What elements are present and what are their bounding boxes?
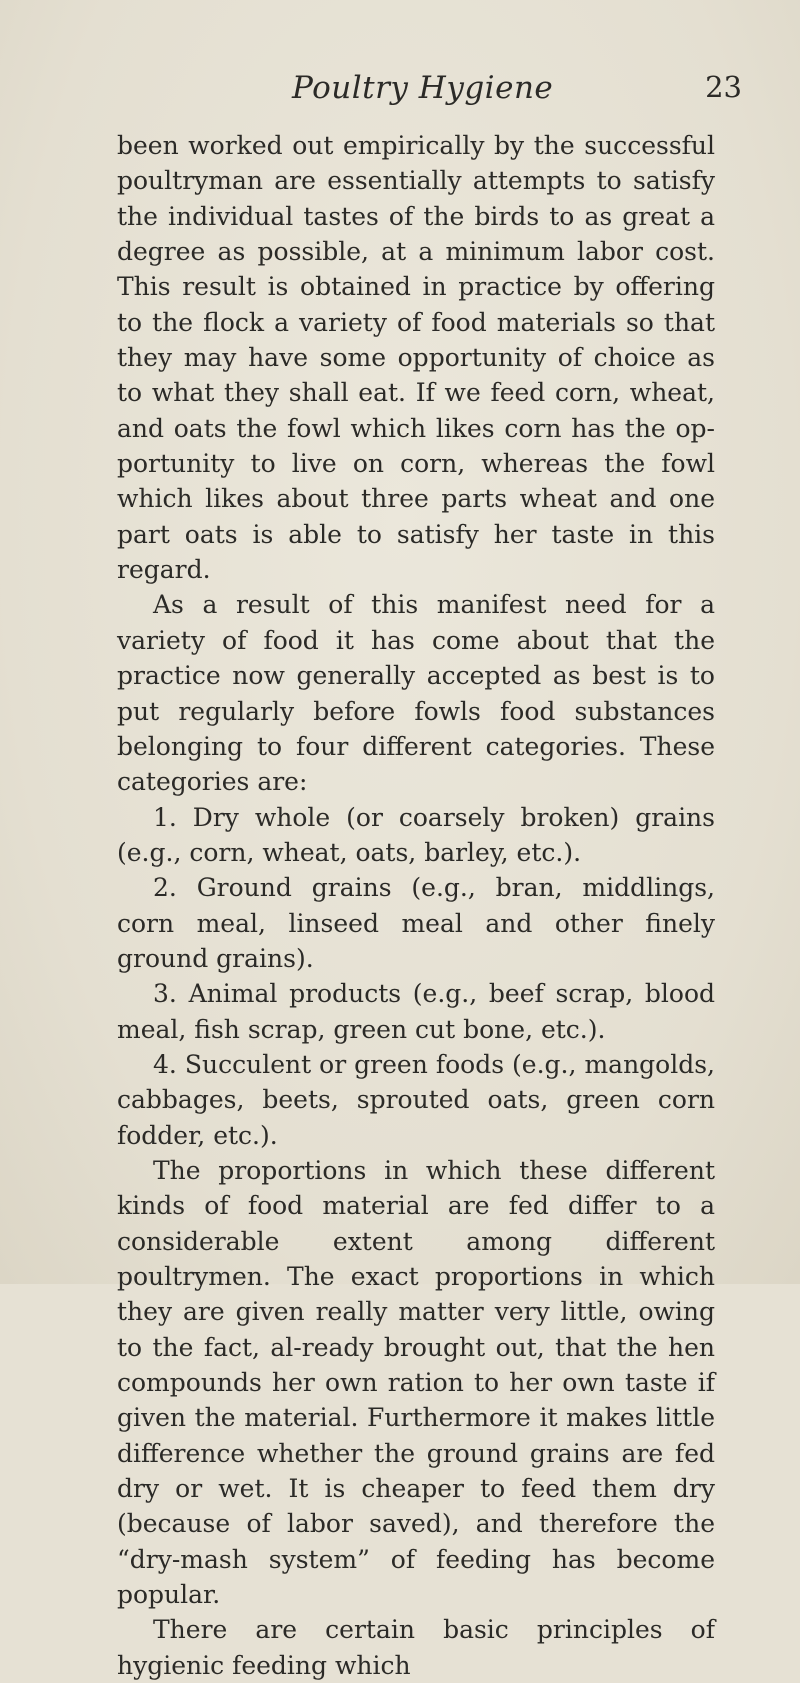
list-item-dry-grains: 1. Dry whole (or coarsely broken) grains (e.g., corn, wheat, oats, barley, etc.). [117, 802, 715, 867]
paragraph-variety: As a result of this manifest need for a variety of food it has come about that the practice now generally accepted as best is to put regularly before fowls food substances belonging to four different categories. These categories are: [117, 590, 715, 797]
list-item-succulent-foods: 4. Succulent or green foods (e.g., mangolds, cabbages, beets, sprouted oats, green corn fodder, etc.). [117, 1049, 715, 1150]
running-title: Poultry Hygiene [292, 70, 554, 106]
paragraph-continuation: been worked out empirically by the successful poultryman are essentially attempts to satisfy the individual tastes of the birds to as great a degree as possible, at a minimum labor cost. This result is obtained in practice by offering to the flock a variety of food materials so that they may have some opportunity of choice as to what they shall eat. If we feed corn, wheat, and oats the fowl which likes corn has the op-portunity to live on corn, whereas the fowl which likes about three parts wheat and one part oats is able to satisfy her taste in this regard. [117, 131, 715, 585]
list-item-animal-products: 3. Animal products (e.g., beef scrap, blood meal, fish scrap, green cut bone, etc.). [117, 979, 715, 1044]
paragraph-proportions: The proportions in which these different kinds of food material are fed differ to a considerable extent among different poultrymen. The exact proportions in which they are given really matter very little, owing to the fact, al-ready brought out, that the hen compounds her own ration to her own taste if given the material. Furthermore it makes little difference whether the ground grains are fed dry or wet. It is cheaper to feed them dry (because of labor saved), and therefore the “dry-mash system” of feeding has become popular. [117, 1155, 715, 1610]
page-number: 23 [705, 70, 742, 104]
paragraph-basic-principles: There are certain basic principles of hygienic feeding which [117, 1615, 715, 1680]
body-text [117, 128, 715, 1683]
page-header [0, 70, 800, 114]
list-item-ground-grains: 2. Ground grains (e.g., bran, middlings, corn meal, linseed meal and other finely ground grains). [117, 873, 715, 973]
